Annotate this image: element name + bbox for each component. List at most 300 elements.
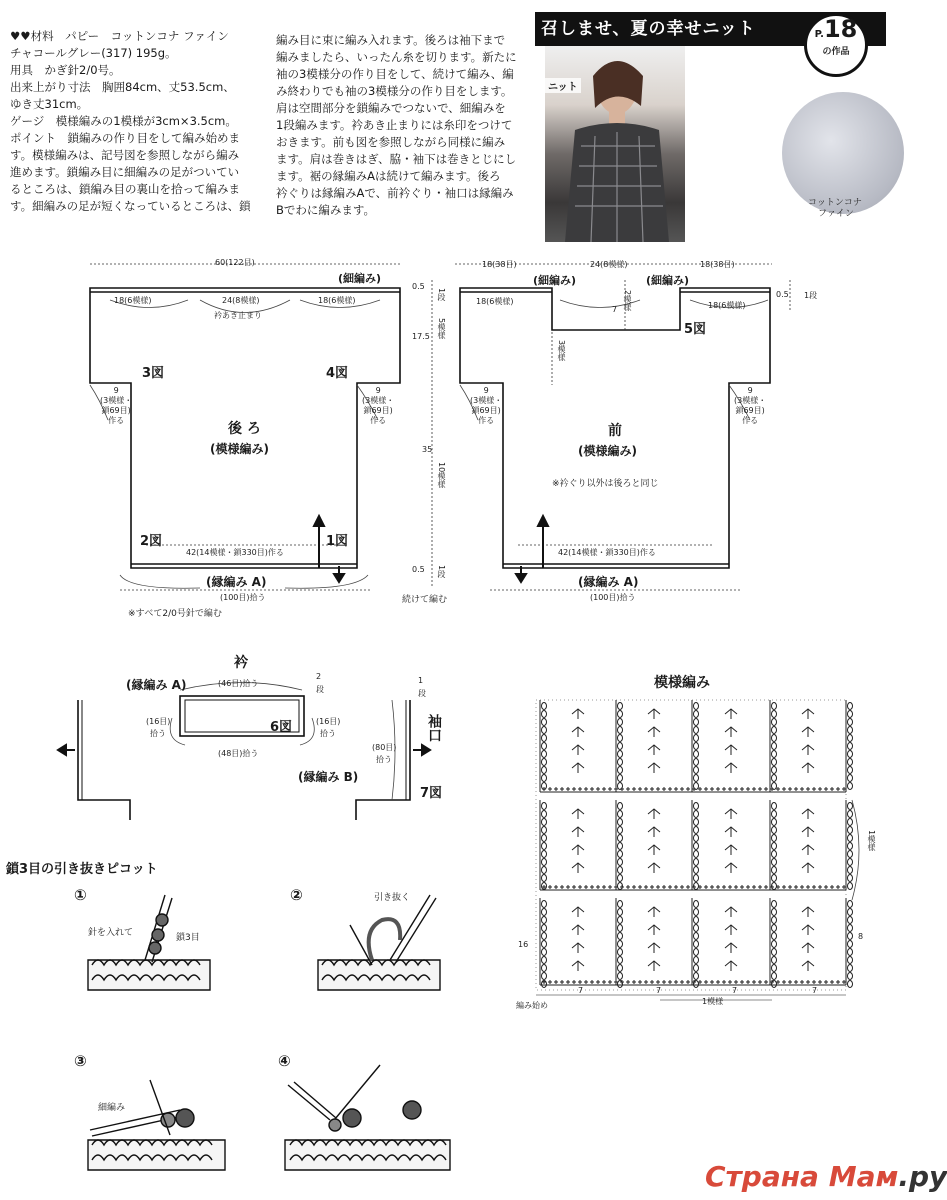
- chart-chain-stitch: [848, 883, 853, 890]
- chart-base-stitch: [620, 787, 624, 791]
- chart-chain-stitch: [542, 851, 547, 858]
- chart-base-stitch: [602, 885, 606, 889]
- chart-chain-stitch: [848, 703, 853, 710]
- chart-single-crochet: [725, 863, 737, 873]
- instructions-right-line: 編みましたら、いったん糸を切ります。新たに: [276, 50, 517, 64]
- chart-base-stitch: [560, 885, 564, 889]
- center-upper-height: 17.5: [412, 332, 430, 341]
- chart-chain-stitch: [848, 759, 853, 766]
- chart-chain-stitch: [694, 743, 699, 750]
- back-top-width: 60(122目): [215, 258, 255, 267]
- collar-edge-a: (縁編み A): [126, 678, 187, 692]
- page-number: 18: [823, 15, 858, 43]
- chart-base-stitch: [782, 885, 786, 889]
- chart-base-stitch: [824, 980, 828, 984]
- page-suffix: の作品: [822, 47, 850, 57]
- chart-chain-stitch: [542, 703, 547, 710]
- chart-single-crochet: [572, 943, 584, 953]
- instructions-right-line: おきます。前も図を参照しながら同様に編み: [276, 135, 506, 149]
- instructions-right-line: 1段編みます。衿あき止まりには糸印をつけて: [276, 118, 513, 132]
- chart-chain-stitch: [848, 735, 853, 742]
- banner-title: 召しませ、夏の幸せニット: [541, 19, 756, 39]
- chart-chain-stitch: [694, 711, 699, 718]
- chart-base-stitch: [560, 787, 564, 791]
- chart-base-stitch: [764, 885, 768, 889]
- chart-base-stitch: [836, 885, 840, 889]
- picot-step-3-art: [88, 1080, 225, 1170]
- sleeve-dim-line: 鎖69目): [101, 406, 131, 415]
- chart-chain-stitch: [694, 957, 699, 964]
- swatch-label-1: コットンコナ: [808, 198, 862, 208]
- front-bottom-width: 42(14模様・鎖330目)作る: [558, 548, 656, 557]
- chart-chain-stitch: [694, 965, 699, 972]
- chart-base-stitch: [638, 787, 642, 791]
- chart-base-stitch: [830, 980, 834, 984]
- chart-base-stitch: [704, 980, 708, 984]
- instructions-left-line: す。模様編みは、記号図を参照しながら編み: [10, 148, 240, 162]
- chart-single-crochet: [802, 745, 814, 755]
- chart-base-stitch: [788, 980, 792, 984]
- cuff-title: 袖口: [426, 714, 442, 742]
- chart-chain-stitch: [542, 775, 547, 782]
- chart-chain-stitch: [542, 735, 547, 742]
- back-fig1: 1図: [326, 534, 349, 549]
- chart-single-crochet: [572, 907, 584, 917]
- chart-base-stitch: [674, 980, 678, 984]
- chart-chain-stitch: [694, 843, 699, 850]
- chart-base-stitch: [602, 787, 606, 791]
- picot-step-4-art: [285, 1065, 450, 1170]
- chart-chain-stitch: [542, 711, 547, 718]
- chart-chain-stitch: [772, 719, 777, 726]
- sleeve-dim-line: 9: [747, 386, 753, 395]
- instructions-left-line: ポイント 鎖編みの作り目をして編み始めま: [10, 131, 240, 145]
- chart-chain-stitch: [772, 775, 777, 782]
- sleeve-dim-line: (3模様・: [362, 396, 395, 405]
- instructions-left-line: チャコールグレー(317) 195g。: [10, 46, 177, 60]
- chart-base-stitch: [716, 980, 720, 984]
- chart-single-crochet: [802, 907, 814, 917]
- sleeve-dim-line: (3模様・: [100, 396, 133, 405]
- picot-chain3: 鎖3目: [176, 933, 200, 943]
- chart-chain-stitch: [618, 909, 623, 916]
- chart-chain-stitch: [772, 875, 777, 882]
- chart-base-stitch: [668, 885, 672, 889]
- chart-base-stitch: [794, 980, 798, 984]
- chart-chain-stitch: [848, 751, 853, 758]
- chart-chain-stitch: [694, 775, 699, 782]
- chart-base-stitch: [794, 787, 798, 791]
- cuff-count: (80目): [372, 743, 397, 752]
- collar-side-count-right: (16目): [316, 717, 341, 726]
- front-hem: (縁編み A): [578, 575, 639, 589]
- chart-single-crochet: [648, 827, 660, 837]
- chart-base-stitch: [650, 885, 654, 889]
- chart-bottom-0: 7: [578, 986, 584, 995]
- chart-base-stitch: [548, 980, 552, 984]
- chart-single-crochet: [648, 943, 660, 953]
- chart-chain-stitch: [694, 875, 699, 882]
- chart-chain-stitch: [772, 867, 777, 874]
- chart-chain-stitch: [772, 703, 777, 710]
- cuff-rows: 1: [418, 676, 424, 685]
- chart-single-crochet: [725, 907, 737, 917]
- chart-single-crochet: [802, 863, 814, 873]
- collar-fig6: 6図: [270, 720, 293, 735]
- chart-chain-stitch: [848, 719, 853, 726]
- chart-chain-stitch: [618, 827, 623, 834]
- back-sleeve-left: [100, 386, 132, 426]
- back-bottom-width: 42(14模様・鎖330目)作る: [186, 548, 284, 557]
- chart-chain-stitch: [772, 727, 777, 734]
- center-top-edge: 0.5: [412, 282, 425, 291]
- chart-base-stitch: [764, 787, 768, 791]
- back-fig2: 2図: [140, 534, 163, 549]
- chart-chain-stitch: [848, 933, 853, 940]
- chart-single-crochet: [725, 845, 737, 855]
- sleeve-dim-line: 9: [483, 386, 489, 395]
- chart-chain-stitch: [542, 859, 547, 866]
- chart-chain-stitch: [772, 767, 777, 774]
- chart-chain-stitch: [618, 803, 623, 810]
- instructions-left-line: ♥♥材料 パピー コットンコナ ファイン: [10, 29, 229, 43]
- chart-base-stitch: [728, 885, 732, 889]
- chart-chain-stitch: [772, 743, 777, 750]
- chart-chain-stitch: [618, 759, 623, 766]
- chart-base-stitch: [818, 980, 822, 984]
- watermark-text: Страна Мам: [705, 1160, 899, 1193]
- chart-base-stitch: [626, 885, 630, 889]
- chart-base-stitch: [770, 787, 774, 791]
- chart-chain-stitch: [618, 859, 623, 866]
- chart-base-stitch: [578, 885, 582, 889]
- chart-chain-stitch: [542, 957, 547, 964]
- chart-single-crochet: [802, 961, 814, 971]
- chart-base-stitch: [740, 980, 744, 984]
- chart-chain-stitch: [618, 775, 623, 782]
- chart-base-stitch: [746, 885, 750, 889]
- chart-chain-stitch: [694, 867, 699, 874]
- chart-chain-stitch: [848, 827, 853, 834]
- chart-chain-stitch: [542, 965, 547, 972]
- chart-chain-stitch: [848, 941, 853, 948]
- swatch-label-2: ファイン: [818, 209, 854, 219]
- picot-step-3: ③: [74, 1052, 87, 1070]
- instructions-right-line: み終わりでも袖の3模様分の作り目をします。: [276, 84, 513, 98]
- chart-chain-stitch: [542, 727, 547, 734]
- chart-chain-stitch: [618, 843, 623, 850]
- chart-chain-stitch: [848, 775, 853, 782]
- chart-chain-stitch: [772, 735, 777, 742]
- chart-single-crochet: [725, 763, 737, 773]
- chart-base-stitch: [590, 885, 594, 889]
- sleeve-dim-line: 作る: [478, 416, 495, 425]
- chart-chain-stitch: [542, 767, 547, 774]
- chart-base-stitch: [650, 980, 654, 984]
- chart-base-stitch: [668, 787, 672, 791]
- instructions-left-line: す。細編みの足が短くなっているところは、鎖: [10, 199, 251, 213]
- front-fig5: 5図: [684, 322, 707, 337]
- chart-chain-stitch: [542, 973, 547, 980]
- chart-single-crochet: [648, 727, 660, 737]
- chart-single-crochet: [802, 827, 814, 837]
- chart-chain-stitch: [848, 909, 853, 916]
- chart-base-stitch: [686, 787, 690, 791]
- chart-single-crochet: [725, 943, 737, 953]
- chart-base-stitch: [716, 787, 720, 791]
- chart-single-crochet: [572, 961, 584, 971]
- chart-base-stitch: [662, 885, 666, 889]
- chart-chain-stitch: [542, 867, 547, 874]
- chart-chain-stitch: [618, 751, 623, 758]
- front-title: 前: [608, 423, 622, 439]
- chart-base-stitch: [812, 980, 816, 984]
- center-lower-pattern: 10模様: [437, 462, 446, 489]
- chart-bottom-3: 7: [812, 986, 818, 995]
- collar-side-pick-left: 拾う: [150, 729, 166, 738]
- chart-chain-stitch: [542, 811, 547, 818]
- chart-chain-stitch: [694, 819, 699, 826]
- chart-base-stitch: [734, 980, 738, 984]
- front-inner-left: 18(6模様): [476, 297, 514, 306]
- chart-base-stitch: [728, 980, 732, 984]
- instructions-right-line: 袖の3模様分の作り目をして、続けて編み、編: [276, 67, 514, 81]
- chart-base-stitch: [680, 787, 684, 791]
- chart-chain-stitch: [848, 925, 853, 932]
- chart-chain-stitch: [618, 767, 623, 774]
- chart-base-stitch: [752, 787, 756, 791]
- sleeve-dim-line: 作る: [370, 416, 387, 425]
- chart-chain-stitch: [618, 917, 623, 924]
- chart-title: 模様編み: [654, 675, 710, 691]
- chart-base-stitch: [746, 787, 750, 791]
- chart-chain-stitch: [618, 867, 623, 874]
- chart-chain-stitch: [618, 901, 623, 908]
- chart-chain-stitch: [542, 819, 547, 826]
- chart-base-stitch: [584, 885, 588, 889]
- front-side-pattern: 3模様: [557, 340, 566, 362]
- collar-count-bottom: (48目)拾う: [218, 749, 259, 758]
- chart-chain-stitch: [694, 901, 699, 908]
- front-continue: 続けて編む: [402, 595, 448, 605]
- sleeve-dim-line: 9: [113, 386, 119, 395]
- back-top-edge: (細編み): [338, 272, 382, 285]
- back-hem-count: (100目)拾う: [220, 593, 266, 602]
- chart-single-crochet: [802, 943, 814, 953]
- sleeve-dim-line: 作る: [108, 416, 125, 425]
- chart-chain-stitch: [694, 759, 699, 766]
- instructions-left-line: 出来上がり寸法 胸囲84cm、丈53.5cm、: [10, 80, 235, 94]
- chart-base-stitch: [572, 787, 576, 791]
- chart-single-crochet: [802, 709, 814, 719]
- chart-base-stitch: [620, 885, 624, 889]
- chart-base-stitch: [626, 980, 630, 984]
- chart-base-stitch: [602, 980, 606, 984]
- picot-step-4: ④: [278, 1052, 291, 1070]
- instructions-left-line: ゲージ 模様編みの1模様が3cm×3.5cm。: [10, 114, 237, 128]
- chart-base-stitch: [566, 885, 570, 889]
- chart-single-crochet: [572, 745, 584, 755]
- chart-chain-stitch: [772, 751, 777, 758]
- chart-chain-stitch: [848, 851, 853, 858]
- chart-single-crochet: [802, 845, 814, 855]
- chart-base-stitch: [806, 980, 810, 984]
- chart-chain-stitch: [542, 941, 547, 948]
- instructions-right-line: 編み目に束に編み入れます。後ろは袖下まで: [276, 33, 506, 47]
- chart-base-stitch: [686, 980, 690, 984]
- picot-single-crochet: 細編み: [98, 1103, 126, 1113]
- picot-pull-through: 引き抜く: [374, 893, 411, 903]
- chart-chain-stitch: [848, 981, 853, 988]
- chart-chain-stitch: [694, 973, 699, 980]
- chart-single-crochet: [572, 863, 584, 873]
- chart-chain-stitch: [542, 759, 547, 766]
- chart-chain-stitch: [848, 819, 853, 826]
- picot-title: 鎖3目の引き抜きピコット: [6, 862, 158, 877]
- chart-base-stitch: [578, 787, 582, 791]
- chart-base-stitch: [758, 787, 762, 791]
- chart-chain-stitch: [542, 949, 547, 956]
- chart-chain-stitch: [694, 941, 699, 948]
- chart-chain-stitch: [772, 957, 777, 964]
- chart-chain-stitch: [694, 735, 699, 742]
- chart-base-stitch: [710, 885, 714, 889]
- chart-base-stitch: [668, 980, 672, 984]
- chart-base-stitch: [554, 787, 558, 791]
- chart-single-crochet: [648, 863, 660, 873]
- chart-chain-stitch: [848, 711, 853, 718]
- chart-chain-stitch: [848, 727, 853, 734]
- chart-base-stitch: [728, 787, 732, 791]
- chart-base-stitch: [542, 787, 546, 791]
- front-seg-right: 18(38目): [700, 260, 735, 269]
- chart-chain-stitch: [772, 759, 777, 766]
- chart-base-stitch: [638, 885, 642, 889]
- back-neck-stop: 衿あき止まり: [214, 311, 262, 320]
- sleeve-dim-line: 鎖69目): [363, 406, 393, 415]
- chart-chain-stitch: [694, 827, 699, 834]
- chart-chain-stitch: [618, 835, 623, 842]
- sleeve-dim-line: 9: [375, 386, 381, 395]
- chart-chain-stitch: [542, 901, 547, 908]
- chart-base-stitch: [692, 787, 696, 791]
- chart-chain-stitch: [542, 743, 547, 750]
- center-bottom-edge: 0.5: [412, 565, 425, 574]
- chart-base-stitch: [740, 787, 744, 791]
- instructions-left-line: 用具 かぎ針2/0号。: [10, 63, 121, 77]
- chart-chain-stitch: [542, 875, 547, 882]
- back-pattern: (模様編み): [210, 442, 269, 456]
- picot-needle-in: 針を入れて: [88, 928, 134, 938]
- site-watermark: [705, 1160, 947, 1193]
- chart-base-stitch: [584, 980, 588, 984]
- chart-base-stitch: [632, 787, 636, 791]
- chart-chain-stitch: [618, 941, 623, 948]
- chart-base-stitch: [554, 885, 558, 889]
- chart-base-stitch: [800, 787, 804, 791]
- chart-single-crochet: [648, 745, 660, 755]
- chart-chain-stitch: [694, 751, 699, 758]
- chart-base-stitch: [836, 980, 840, 984]
- back-title: 後 ろ: [228, 421, 261, 437]
- chart-chain-stitch: [618, 735, 623, 742]
- instructions-left-line: るところは、鎖編み目の裏山を拾って編みま: [10, 182, 240, 196]
- chart-chain-stitch: [694, 835, 699, 842]
- chart-chain-stitch: [848, 843, 853, 850]
- chart-chain-stitch: [618, 703, 623, 710]
- chart-single-crochet: [648, 709, 660, 719]
- front-pattern: (模様編み): [578, 444, 637, 458]
- chart-base-stitch: [638, 980, 642, 984]
- chart-base-stitch: [560, 980, 564, 984]
- chart-base-stitch: [758, 885, 762, 889]
- chart-chain-stitch: [772, 859, 777, 866]
- photo-caption: ニット: [545, 78, 581, 93]
- sleeve-dim-line: 鎖69目): [735, 406, 765, 415]
- chart-single-crochet: [725, 925, 737, 935]
- chart-chain-stitch: [618, 711, 623, 718]
- chart-base-stitch: [788, 885, 792, 889]
- chart-chain-stitch: [542, 803, 547, 810]
- chart-single-crochet: [648, 961, 660, 971]
- chart-single-crochet: [802, 727, 814, 737]
- chart-single-crochet: [648, 925, 660, 935]
- chart-chain-stitch: [694, 933, 699, 940]
- chart-base-stitch: [566, 980, 570, 984]
- chart-chain-stitch: [772, 711, 777, 718]
- sleeve-dim-line: (3模様・: [470, 396, 503, 405]
- chart-single-crochet: [725, 709, 737, 719]
- chart-rows: 16: [518, 940, 529, 949]
- chart-single-crochet: [572, 763, 584, 773]
- chart-base-stitch: [710, 980, 714, 984]
- back-seg-left: 18(6模様): [114, 296, 152, 305]
- chart-chain-stitch: [772, 965, 777, 972]
- chart-chain-stitch: [542, 933, 547, 940]
- chart-chain-stitch: [848, 957, 853, 964]
- chart-single-crochet: [572, 709, 584, 719]
- chart-chain-stitch: [772, 843, 777, 850]
- front-seg-left: 18(38目): [482, 260, 517, 269]
- chart-base-stitch: [674, 885, 678, 889]
- chart-base-stitch: [674, 787, 678, 791]
- chart-base-stitch: [710, 787, 714, 791]
- chart-chain-stitch: [618, 925, 623, 932]
- chart-base-stitch: [608, 787, 612, 791]
- chart-chain-stitch: [772, 949, 777, 956]
- chart-chain-stitch: [772, 901, 777, 908]
- chart-base-stitch: [722, 980, 726, 984]
- center-upper-pattern: 5模様: [437, 318, 446, 340]
- instructions-right-line: 衿ぐりは縁編みAで、前衿ぐり・袖口は縁編み: [276, 186, 514, 200]
- chart-chain-stitch: [848, 767, 853, 774]
- collar-side-pick-right: 拾う: [320, 729, 336, 738]
- picot-step-1: ①: [74, 886, 87, 904]
- chart-base-stitch: [656, 787, 660, 791]
- chart-base-stitch: [830, 885, 834, 889]
- chart-chain-stitch: [694, 703, 699, 710]
- chart-base-stitch: [752, 885, 756, 889]
- chart-chain-stitch: [618, 811, 623, 818]
- chart-bottom-2: 7: [732, 986, 738, 995]
- chart-chain-stitch: [618, 973, 623, 980]
- chart-base-stitch: [842, 885, 846, 889]
- chart-chain-stitch: [618, 719, 623, 726]
- chart-single-crochet: [725, 961, 737, 971]
- chart-single-crochet: [725, 809, 737, 819]
- back-seg-right: 18(6模様): [318, 296, 356, 305]
- instructions-right-line: ます。裾の縁編みAは続けて編みます。後ろ: [276, 169, 501, 183]
